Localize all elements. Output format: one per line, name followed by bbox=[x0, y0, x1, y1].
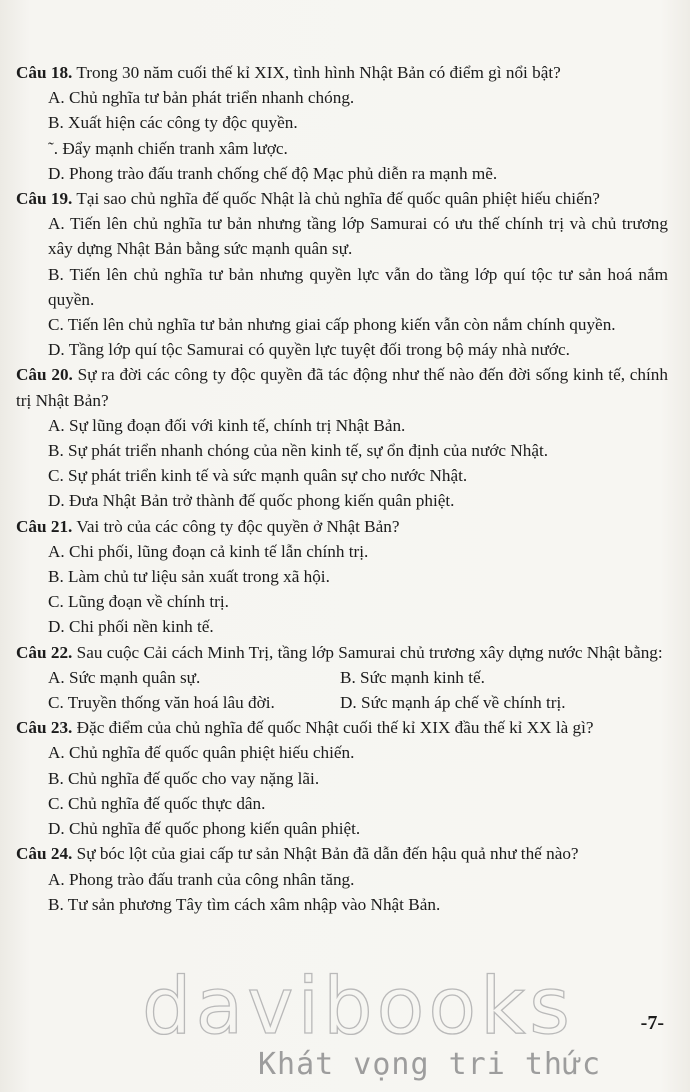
answer-option: C. Lũng đoạn về chính trị. bbox=[48, 592, 229, 612]
answer-option: D. Chủ nghĩa đế quốc phong kiến quân phiệt. bbox=[48, 819, 361, 839]
answer-option: A. Chủ nghĩa tư bản phát triển nhanh chóng. bbox=[48, 88, 355, 108]
question-23 bbox=[16, 715, 668, 841]
question-18 bbox=[16, 60, 668, 186]
question-text: Tại sao chủ nghĩa đế quốc Nhật là chủ nghĩa đế quốc quân phiệt hiếu chiến? bbox=[76, 189, 600, 209]
question-number: Câu 18. bbox=[16, 63, 73, 82]
question-number: Câu 22. bbox=[16, 642, 73, 662]
question-text: Đặc điểm của chủ nghĩa đế quốc Nhật cuối thế kỉ XIX đầu thế kỉ XX là gì? bbox=[76, 718, 594, 738]
answer-option: C. Truyền thống văn hoá lâu đời. bbox=[48, 693, 275, 713]
question-number: Câu 24. bbox=[16, 844, 73, 864]
answer-option: ˜. Đẩy mạnh chiến tranh xâm lược. bbox=[48, 138, 288, 158]
answer-option: B. Làm chủ tư liệu sản xuất trong xã hội. bbox=[48, 567, 330, 587]
page-number: -7- bbox=[640, 1012, 664, 1034]
question-list bbox=[16, 60, 668, 917]
answer-option: D. Sức mạnh áp chế về chính trị. bbox=[340, 693, 566, 713]
answer-option: C. Chủ nghĩa đế quốc thực dân. bbox=[48, 793, 266, 813]
answer-option: D. Phong trào đấu tranh chống chế độ Mạc phủ diễn ra mạnh mẽ. bbox=[48, 163, 498, 183]
question-text: Vai trò của các công ty độc quyền ở Nhật Bản? bbox=[76, 516, 400, 536]
answer-option: B. Tư sản phương Tây tìm cách xâm nhập vào Nhật Bản. bbox=[48, 894, 441, 914]
question-number: Câu 23. bbox=[16, 718, 73, 738]
question-19 bbox=[16, 186, 668, 362]
question-22 bbox=[16, 640, 668, 716]
answer-row bbox=[16, 665, 668, 690]
question-number: Câu 21. bbox=[16, 516, 73, 536]
answer-option: C. Sự phát triển kinh tế và sức mạnh quân sự cho nước Nhật. bbox=[48, 466, 468, 486]
question-text: Sự bóc lột của giai cấp tư sản Nhật Bản đã dẫn đến hậu quả như thế nào? bbox=[76, 844, 579, 864]
question-text: Sau cuộc Cải cách Minh Trị, tầng lớp Samurai chủ trương xây dựng nước Nhật bằng: bbox=[76, 642, 663, 662]
watermark-logo: davibooks bbox=[142, 962, 574, 1052]
answer-row bbox=[16, 690, 668, 715]
answer-option: D. Chi phối nền kinh tế. bbox=[48, 617, 214, 637]
question-number: Câu 19. bbox=[16, 189, 73, 209]
answer-option: B. Sự phát triển nhanh chóng của nền kinh tế, sự ổn định của nước Nhật. bbox=[48, 441, 549, 461]
question-24 bbox=[16, 841, 668, 917]
answer-option: B. Sức mạnh kinh tế. bbox=[340, 667, 485, 687]
answer-option: C. Tiến lên chủ nghĩa tư bản nhưng giai cấp phong kiến vẫn còn nắm chính quyền. bbox=[48, 315, 616, 335]
question-20 bbox=[16, 362, 668, 513]
question-21 bbox=[16, 514, 668, 640]
question-text: Trong 30 năm cuối thế kỉ XIX, tình hình Nhật Bản có điểm gì nổi bật? bbox=[76, 63, 561, 82]
answer-option: B. Chủ nghĩa đế quốc cho vay nặng lãi. bbox=[48, 768, 320, 788]
question-text: Sự ra đời các công ty độc quyền đã tác động như thế nào đến đời sống kinh tế, chính trị Nhật Bản? bbox=[16, 365, 668, 410]
question-number: Câu 20. bbox=[16, 365, 73, 385]
answer-option: A. Phong trào đấu tranh của công nhân tăng. bbox=[48, 869, 355, 889]
answer-option: D. Tầng lớp quí tộc Samurai có quyền lực tuyệt đối trong bộ máy nhà nước. bbox=[48, 340, 570, 360]
answer-option: B. Tiến lên chủ nghĩa tư bản nhưng quyền lực vẫn do tầng lớp quí tộc tư sản hoá nắm quyền. bbox=[48, 264, 668, 309]
answer-option: A. Sức mạnh quân sự. bbox=[48, 667, 201, 687]
answer-option: A. Tiến lên chủ nghĩa tư bản nhưng tầng lớp Samurai có ưu thế chính trị và chủ trương xây dựng Nhật Bản bằng sức mạnh quân sự. bbox=[48, 214, 668, 259]
answer-option: A. Sự lũng đoạn đối với kinh tế, chính trị Nhật Bản. bbox=[48, 415, 406, 435]
answer-option: D. Đưa Nhật Bản trở thành đế quốc phong kiến quân phiệt. bbox=[48, 491, 455, 511]
watermark-slogan: Khát vọng tri thức bbox=[258, 1047, 602, 1082]
answer-option: B. Xuất hiện các công ty độc quyền. bbox=[48, 113, 298, 133]
answer-option: A. Chủ nghĩa đế quốc quân phiệt hiếu chiến. bbox=[48, 743, 355, 763]
answer-option: A. Chi phối, lũng đoạn cả kinh tế lẫn chính trị. bbox=[48, 541, 369, 561]
